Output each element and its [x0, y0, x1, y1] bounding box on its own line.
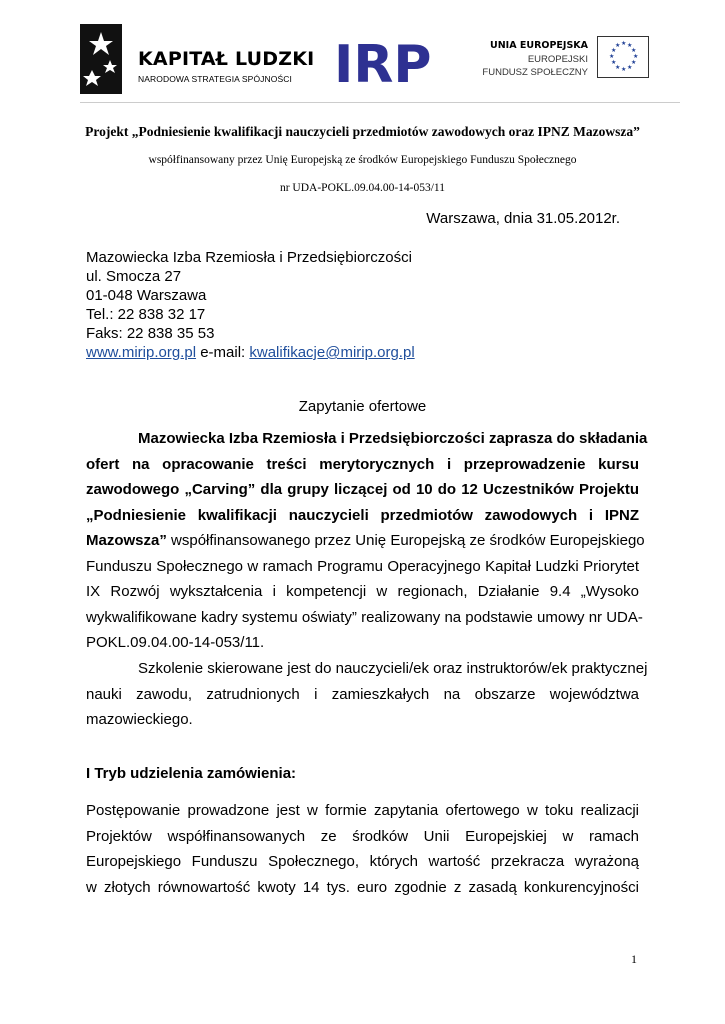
irp-logo [332, 28, 432, 95]
sender-contact-line [86, 343, 415, 362]
svg-text:★: ★ [615, 42, 621, 49]
paragraph-line: wykwalifikowane kadry systemu oświaty” realizowany na podstawie umowy nr UDA- [86, 608, 643, 626]
header-divider [80, 102, 680, 103]
project-number: nr UDA-POKL.09.04.00-14-053/11 [279, 182, 446, 194]
text-segment: współfinansowanego przez Unię Europejską ze środków Europejskiego [166, 532, 645, 549]
paragraph-line: ofert na opracowanie treści merytorycznych i przeprowadzenie kursu [86, 455, 639, 473]
sender-address [86, 248, 415, 362]
document-heading: Zapytanie ofertowe [298, 398, 427, 415]
paragraph-line: „Podniesienie kwalifikacji nauczycieli przedmiotów zawodowych i IPNZ [86, 506, 639, 524]
paragraph-line: mazowieckiego. [86, 711, 193, 728]
kapital-ludzki-emblem-icon [80, 24, 130, 94]
kapital-ludzki-subtitle: NARODOWA STRATEGIA SPÓJNOŚCI [138, 74, 292, 84]
email-link[interactable]: kwalifikacje@mirip.org.pl [249, 344, 415, 361]
svg-text:★: ★ [633, 53, 639, 60]
website-link[interactable]: www.mirip.org.pl [86, 344, 197, 361]
paragraph-target-group [86, 656, 648, 733]
paragraph-line: POKL.09.04.00-14-053/11. [86, 634, 265, 651]
paragraph-line: w złotych równowartość kwoty 14 tys. euro zgodnie z zasadą konkurencyjności [86, 878, 639, 896]
eu-label-union: UNIA EUROPEJSKA [490, 40, 588, 51]
kapital-ludzki-logo [80, 24, 315, 94]
paragraph-line: Europejskiego Funduszu Społecznego, których wartość przekracza wyrażoną [86, 853, 639, 870]
svg-text:★: ★ [621, 66, 627, 73]
sender-city: 01-048 Warszawa [86, 287, 207, 304]
kapital-ludzki-title: KAPITAŁ LUDZKI [138, 48, 315, 70]
irp-logo-text: IRP [334, 35, 432, 95]
sender-phone: Tel.: 22 838 32 17 [86, 306, 206, 323]
paragraph-line: Funduszu Społecznego w ramach Programu Operacyjnego Kapitał Ludzki Priorytet [86, 557, 639, 575]
svg-text:★: ★ [627, 42, 633, 49]
project-title: Projekt „Podniesienie kwalifikacji nauczycieli przedmiotów zawodowych oraz IPNZ Mazowsza” [85, 124, 640, 139]
paragraph-line: zawodowego „Carving” dla grupy liczącej od 10 do 12 Uczestników Projektu [86, 481, 639, 498]
svg-text:★: ★ [615, 64, 621, 71]
svg-text:★: ★ [611, 59, 617, 66]
page-number: 1 [631, 952, 637, 966]
svg-text:★: ★ [621, 40, 627, 47]
sender-fax: Faks: 22 838 35 53 [86, 325, 215, 342]
paragraph-procedure [86, 798, 639, 900]
paragraph-line [86, 528, 645, 554]
sender-street: ul. Smocza 27 [86, 268, 182, 285]
eu-logo [480, 32, 680, 102]
sender-name: Mazowiecka Izba Rzemiosła i Przedsiębiorczości [86, 249, 412, 266]
svg-text:★: ★ [631, 59, 637, 66]
paragraph-line: nauki zawodu, zatrudnionych i zamieszkałych na obszarze województwa [86, 685, 639, 703]
svg-text:★: ★ [611, 47, 617, 54]
document-date: Warszawa, dnia 31.05.2012r. [426, 210, 620, 227]
paragraph-line: Szkolenie skierowane jest do nauczycieli/ek oraz instruktorów/ek praktycznej [138, 660, 648, 677]
paragraph-line: IX Rozwój wykształcenia i kompetencji w regionach, Działanie 9.4 „Wysoko [86, 583, 639, 600]
paragraph-line: Mazowiecka Izba Rzemiosła i Przedsiębiorczości zaprasza do składania [138, 430, 648, 447]
bold-segment: Mazowsza” [86, 532, 167, 549]
section-title-procedure: I Tryb udzielenia zamówienia: [86, 765, 297, 782]
eu-flag-icon [597, 36, 649, 78]
svg-text:★: ★ [609, 53, 615, 60]
svg-text:★: ★ [631, 47, 637, 54]
eu-label-fund: FUNDUSZ SPOŁECZNY [482, 67, 588, 78]
svg-text:★: ★ [627, 64, 633, 71]
paragraph-line: Postępowanie prowadzone jest w formie zapytania ofertowego w toku realizacji [86, 802, 639, 819]
paragraph-invitation [86, 426, 648, 656]
eu-label-european: EUROPEJSKI [527, 54, 588, 65]
header-logos [80, 14, 680, 104]
project-cofinancing: współfinansowany przez Unię Europejską ze środków Europejskiego Funduszu Społecznego [148, 154, 577, 166]
paragraph-line: Projektów współfinansowanych ze środków Unii Europejskiej w ramach [86, 827, 639, 845]
email-label: e-mail: [196, 344, 250, 361]
